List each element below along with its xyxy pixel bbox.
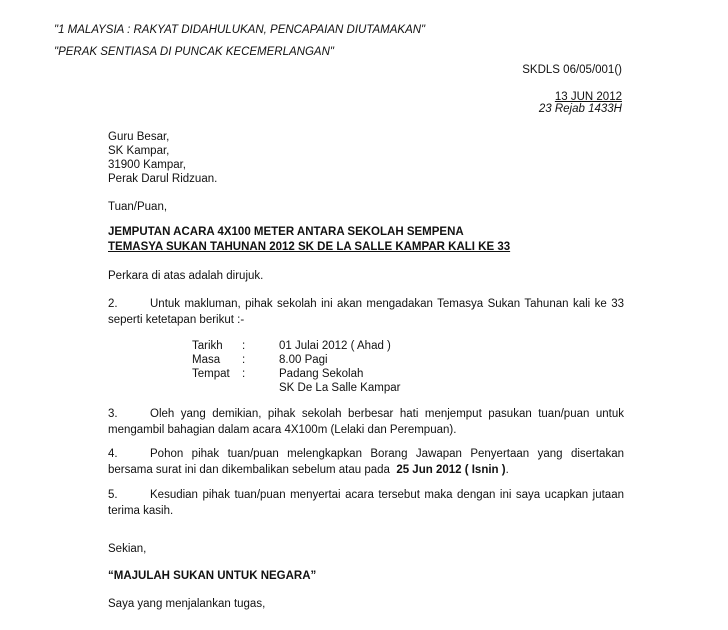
closing-signoff: Saya yang menjalankan tugas, bbox=[108, 598, 266, 610]
recipient-line-4: Perak Darul Ridzuan. bbox=[108, 173, 218, 185]
detail-value: Padang Sekolah bbox=[279, 368, 364, 380]
detail-value: SK De La Salle Kampar bbox=[279, 382, 401, 394]
detail-colon: : bbox=[242, 340, 246, 352]
detail-colon: : bbox=[242, 354, 246, 366]
detail-label: Masa bbox=[192, 354, 221, 366]
paragraph-5-number: 5. bbox=[108, 489, 118, 501]
paragraph-2 bbox=[108, 296, 624, 328]
paragraph-2-number: 2. bbox=[108, 298, 118, 310]
letter-date: 13 JUN 2012 bbox=[554, 91, 622, 103]
detail-label: Tempat bbox=[192, 368, 230, 380]
paragraph-3-number: 3. bbox=[108, 408, 118, 420]
deadline-date: 25 Jun 2012 ( Isnin ) bbox=[396, 464, 506, 476]
subject-line-2: TEMASYA SUKAN TAHUNAN 2012 SK DE LA SALLE KAMPAR KALI KE 33 bbox=[108, 241, 511, 253]
motto-1: "1 MALAYSIA : RAKYAT DIDAHULUKAN, PENCAPAIAN DIUTAMAKAN" bbox=[54, 24, 426, 36]
paragraph-3 bbox=[108, 406, 624, 438]
motto-2: "PERAK SENTIASA DI PUNCAK KECEMERLANGAN" bbox=[54, 46, 334, 58]
paragraph-2-text: Untuk makluman, pihak sekolah ini akan mengadakan Temasya Sukan Tahunan kali ke 33 seperti ketetapan berikut :- bbox=[108, 298, 624, 326]
detail-value: 8.00 Pagi bbox=[279, 354, 328, 366]
detail-colon: : bbox=[242, 368, 246, 380]
hijri-date: 23 Rejab 1433H bbox=[538, 103, 622, 115]
paragraph-4 bbox=[108, 446, 624, 478]
salutation: Tuan/Puan, bbox=[108, 201, 168, 213]
paragraph-4-text: Pohon pihak tuan/puan melengkapkan Borang Jawapan Penyertaan yang disertakan bersama surat ini dan dikembalikan sebelum atau pada bbox=[108, 448, 624, 476]
detail-label: Tarikh bbox=[192, 340, 223, 352]
recipient-line-2: SK Kampar, bbox=[108, 145, 170, 157]
recipient-line-1: Guru Besar, bbox=[108, 131, 170, 143]
reference-number: SKDLS 06/05/001() bbox=[522, 64, 622, 76]
paragraph-5-text: Kesudian pihak tuan/puan menyertai acara tersebut maka dengan ini saya ucapkan jutaan terima kasih. bbox=[108, 489, 624, 517]
subject-line-1: JEMPUTAN ACARA 4X100 METER ANTARA SEKOLAH SEMPENA bbox=[108, 226, 464, 238]
paragraph-4-number: 4. bbox=[108, 448, 118, 460]
closing-sekian: Sekian, bbox=[108, 543, 147, 555]
paragraph-3-text: Oleh yang demikian, pihak sekolah berbesar hati menjemput pasukan tuan/puan untuk mengambil bahagian dalam acara 4X100m (Lelaki dan Perempuan). bbox=[108, 408, 624, 436]
closing-slogan: “MAJULAH SUKAN UNTUK NEGARA” bbox=[108, 570, 317, 582]
detail-value: 01 Julai 2012 ( Ahad ) bbox=[279, 340, 391, 352]
paragraph-5 bbox=[108, 487, 624, 519]
recipient-line-3: 31900 Kampar, bbox=[108, 159, 187, 171]
paragraph-4-end: . bbox=[505, 464, 509, 476]
paragraph-1: Perkara di atas adalah dirujuk. bbox=[108, 270, 264, 282]
